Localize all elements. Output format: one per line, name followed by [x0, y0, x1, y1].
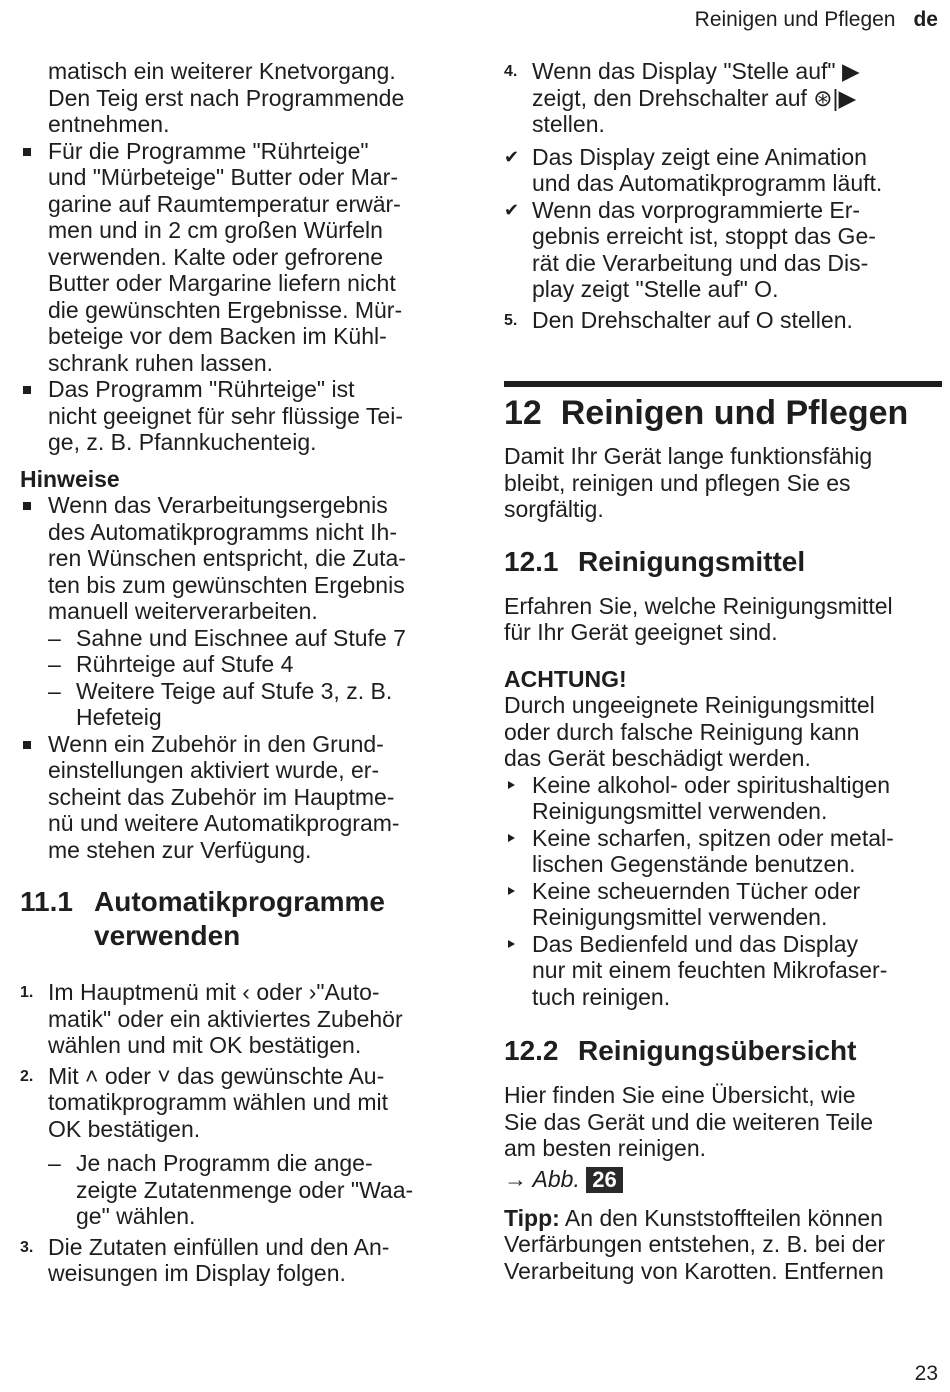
triangle-bullet-icon	[508, 781, 515, 789]
text-line: ten bis zum gewünschten Ergebnis	[48, 571, 405, 598]
bullet-item	[20, 492, 465, 625]
intro-paragraph	[20, 58, 465, 138]
text-line: und das Automatikprogramm läuft.	[532, 170, 883, 196]
section-number: 12.2	[504, 1035, 559, 1066]
text-line: entnehmen.	[48, 111, 170, 137]
text-line: ren Wünschen entspricht, die Zuta-	[48, 545, 406, 571]
text-line: weisungen im Display folgen.	[48, 1260, 346, 1286]
section-heading-12-1	[504, 545, 942, 579]
warning-item	[504, 931, 942, 1011]
text-line: für Ihr Gerät geeignet sind.	[504, 619, 778, 645]
step-item	[20, 1234, 465, 1287]
text-line: Keine alkohol- oder spiritushaltigen	[532, 771, 890, 798]
bullet-item	[20, 138, 465, 377]
chapter-number: 12	[504, 394, 542, 432]
triangle-bullet-icon	[508, 887, 515, 895]
section-title: Reinigungsmittel	[578, 545, 806, 577]
text-line: wählen und mit OK bestätigen.	[48, 1032, 362, 1058]
text-line: Reinigungsmittel verwenden.	[532, 904, 828, 930]
step-number: 4.	[504, 63, 518, 80]
text-line: tomatikprogramm wählen und mit	[48, 1089, 389, 1115]
warning-item	[504, 825, 942, 878]
step-number: 2.	[20, 1067, 34, 1085]
text-line: Wenn ein Zubehör in den Grund-	[48, 730, 384, 757]
text-line: garine auf Raumtemperatur erwär-	[48, 190, 401, 217]
square-bullet-icon	[23, 386, 31, 394]
step-number: 5.	[504, 311, 518, 329]
dash-item	[20, 625, 465, 652]
text-line: oder durch falsche Reinigung kann	[504, 718, 860, 745]
text-line: matisch ein weiterer Knetvorgang.	[48, 58, 396, 84]
left-column	[20, 58, 465, 1287]
text-line: Keine scharfen, spitzen oder metal-	[532, 824, 894, 851]
text-line: und "Mürbeteige" Butter oder Mar-	[48, 164, 398, 190]
text-line: Butter oder Margarine liefern nicht	[48, 270, 396, 296]
text-line: Rührteige auf Stufe 4	[76, 651, 294, 677]
text-line: zeigt, den Drehschalter auf ⊛|▶	[532, 84, 857, 111]
text-line: am besten reinigen.	[504, 1135, 707, 1161]
right-column	[504, 58, 942, 1284]
bullet-item	[20, 731, 465, 864]
triangle-bullet-icon	[508, 834, 515, 842]
text-line: gebnis erreicht ist, stoppt das Ge-	[532, 223, 876, 249]
text-line: Die Zutaten einfüllen und den An-	[48, 1233, 390, 1260]
text-line: Erfahren Sie, welche Reinigungsmittel	[504, 592, 893, 619]
text-line: Keine scheuernden Tücher oder	[532, 877, 861, 904]
text-line: ge, z. B. Pfannkuchenteig.	[48, 429, 317, 455]
hinweise-heading: Hinweise	[20, 465, 120, 492]
text-line: Verarbeitung von Karotten. Entfernen	[504, 1257, 884, 1284]
figure-reference	[504, 1166, 942, 1193]
text-line: Das Bedienfeld und das Display	[532, 930, 859, 957]
text-line: An den Kunststoffteilen können	[559, 1204, 883, 1231]
step-item	[504, 307, 942, 334]
text-line: nur mit einem feuchten Mikrofaser-	[532, 957, 888, 983]
text-line: das Gerät beschädigt werden.	[504, 745, 811, 771]
figure-number-badge: 26	[586, 1167, 622, 1193]
text-line: scheint das Zubehör im Hauptme-	[48, 783, 395, 810]
step-item	[504, 58, 942, 138]
chapter-title: Reinigen und Pflegen	[560, 394, 909, 432]
step-number: 3.	[20, 1238, 34, 1256]
chapter-heading	[504, 393, 942, 433]
header-section-title: Reinigen und Pflegen	[694, 8, 896, 31]
text-line: Sahne und Eischnee auf Stufe 7	[76, 624, 406, 651]
text-line: Weitere Teige auf Stufe 3, z. B.	[76, 677, 393, 704]
text-line: Hier finden Sie eine Übersicht, wie	[504, 1082, 856, 1108]
text-line: Das Display zeigt eine Animation	[532, 143, 867, 170]
text-line: OK bestätigen.	[48, 1115, 201, 1142]
text-line: Wenn das Verarbeitungsergebnis	[48, 492, 388, 518]
text-line: Für die Programme "Rührteige"	[48, 137, 369, 164]
text-line: tuch reinigen.	[532, 983, 671, 1010]
text-line: einstellungen aktiviert wurde, er-	[48, 757, 380, 783]
dash-bullet-icon: –	[48, 1150, 61, 1176]
dash-item	[20, 1150, 465, 1230]
text-line: nü und weitere Automatikprogram-	[48, 810, 400, 836]
section-title-line: Automatikprogramme	[94, 886, 385, 917]
text-line: Hefeteig	[76, 704, 162, 730]
text-line: zeigte Zutatenmenge oder "Waa-	[76, 1176, 414, 1203]
section-intro	[504, 593, 942, 646]
text-line: beteige vor dem Backen im Kühl-	[48, 323, 387, 349]
page-number: 23	[914, 1362, 938, 1385]
text-line: manuell weiterverarbeiten.	[48, 598, 318, 624]
text-line: stellen.	[532, 111, 605, 137]
result-item	[504, 144, 942, 197]
text-line: Wenn das vorprogrammierte Er-	[532, 196, 861, 223]
bullet-item	[20, 376, 465, 456]
text-line: me stehen zur Verfügung.	[48, 836, 312, 863]
text-line: Das Programm "Rührteige" ist	[48, 376, 355, 402]
triangle-bullet-icon	[508, 940, 515, 948]
text-line: Durch ungeeignete Reinigungsmittel	[504, 692, 875, 718]
step-item	[20, 1063, 465, 1143]
text-line: ge" wählen.	[76, 1203, 196, 1229]
text-line: Verfärbungen entstehen, z. B. bei der	[504, 1231, 886, 1257]
section-intro	[504, 1082, 942, 1162]
result-item	[504, 197, 942, 303]
text-line: bleibt, reinigen und pflegen Sie es	[504, 469, 851, 496]
section-title-line: verwenden	[94, 920, 241, 951]
warning-text	[504, 692, 942, 772]
square-bullet-icon	[23, 502, 31, 510]
chapter-rule	[504, 381, 942, 387]
section-title: Reinigungsübersicht	[578, 1035, 857, 1066]
checkmark-icon: ✔	[504, 199, 520, 220]
text-line: des Automatikprogramms nicht Ih-	[48, 518, 397, 545]
text-line: Je nach Programm die ange-	[76, 1150, 373, 1176]
chapter-intro	[504, 443, 942, 523]
step-item	[20, 979, 465, 1059]
section-number: 12.1	[504, 545, 559, 577]
text-line: lischen Gegenstände benutzen.	[532, 851, 856, 877]
checkmark-icon: ✔	[504, 146, 520, 167]
dash-bullet-icon: –	[48, 624, 61, 651]
square-bullet-icon	[23, 741, 31, 749]
dash-bullet-icon: –	[48, 677, 61, 704]
text-line: rät die Verarbeitung und das Dis-	[532, 249, 869, 276]
text-line: men und in 2 cm großen Würfeln	[48, 217, 383, 243]
text-line: play zeigt "Stelle auf" O.	[532, 276, 779, 302]
section-number: 11.1	[20, 886, 73, 917]
running-header	[695, 8, 938, 32]
tip-label: Tipp:	[504, 1204, 560, 1231]
step-number: 1.	[20, 984, 34, 1001]
text-line: Im Hauptmenü mit ‹ oder ›"Auto-	[48, 979, 380, 1005]
tip-paragraph	[504, 1205, 942, 1285]
text-line: Sie das Gerät und die weiteren Teile	[504, 1108, 874, 1135]
dash-bullet-icon: –	[48, 651, 61, 677]
text-line: schrank ruhen lassen.	[48, 349, 274, 376]
language-code: de	[913, 8, 938, 31]
square-bullet-icon	[23, 148, 31, 156]
dash-item	[20, 678, 465, 731]
text-line: nicht geeignet für sehr flüssige Tei-	[48, 402, 403, 429]
warning-item	[504, 772, 942, 825]
dash-item	[20, 651, 465, 678]
figure-reference-label: → Abb.	[504, 1165, 580, 1192]
warning-item	[504, 878, 942, 931]
section-heading-11-1	[20, 885, 465, 953]
text-line: Mit ˄ oder ˅ das gewünschte Au-	[48, 1062, 385, 1089]
text-line: verwenden. Kalte oder gefrorene	[48, 243, 383, 270]
text-line: Den Drehschalter auf O stellen.	[532, 306, 853, 333]
text-line: Reinigungsmittel verwenden.	[532, 798, 828, 824]
text-line: Damit Ihr Gerät lange funktionsfähig	[504, 443, 873, 469]
text-line: Den Teig erst nach Programmende	[48, 84, 405, 111]
text-line: matik" oder ein aktiviertes Zubehör	[48, 1005, 403, 1032]
warning-heading: ACHTUNG!	[504, 665, 627, 692]
text-line: sorgfältig.	[504, 496, 604, 522]
section-heading-12-2	[504, 1034, 942, 1068]
text-line: Wenn das Display "Stelle auf" ▶	[532, 58, 860, 84]
text-line: die gewünschten Ergebnisse. Mür-	[48, 296, 403, 323]
